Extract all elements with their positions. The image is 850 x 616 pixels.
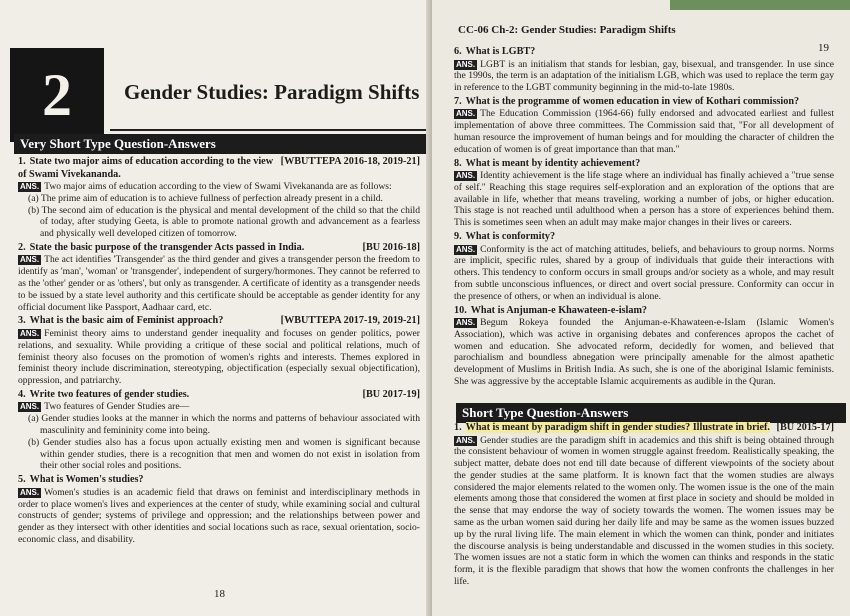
answer bbox=[18, 401, 420, 413]
question-text: What is Women's studies? bbox=[29, 474, 144, 486]
answer-tag: ANS. bbox=[20, 255, 40, 265]
left-page-number: 18 bbox=[214, 588, 225, 600]
answer-text: Two major aims of education according to the view of Swami Vivekananda are as follows: bbox=[44, 181, 392, 192]
cover-edge bbox=[670, 0, 850, 10]
answer-sub-point: (a) The prime aim of education is to achieve fullness of perfection already present in a child. bbox=[28, 192, 383, 204]
question bbox=[18, 242, 420, 255]
question-number: 2. bbox=[18, 241, 26, 253]
question-reference: [WBUTTEPA 2017-19, 2019-21] bbox=[280, 315, 420, 327]
question-text: What is the programme of women education in view of Kothari commission? bbox=[465, 95, 800, 107]
answer-text: Conformity is the act of matching attitudes, beliefs, and behaviours to group norms. Norms are implicit, specific rules, shared by a group of individuals that guide their interactions with others. This tendency to conform occurs in small groups and/or society as a whole, and may result from subtle unconscious influences, or direct and overt social pressure. Conformity can occur in the presence of others, or when an individual is alone. bbox=[454, 243, 834, 302]
answer-text: Gender studies are the paradigm shift in academics and this shift is being obtained through the consistent behaviour of women in women struggle against freedom. Realistically speaking, the subject matter, debate does not end till date because of different viewpoints of the society about the gender studies at the same platform. It is known fact that the women studies are always considered the major elements related to the women only. The women issue is the one of the main elements among those that considered the women at first place in society and should be molded in the sense that may endorse the way of society towards the women. The women issues may be same as the urban women said during her daily life and may be same as the women issues buzzed up by the rural living life. The main element in which the women can think, ponder and initiates the discourse analysis is being understandable and discussed in the women studies in this society. The women issues are not a static form in which the women can thinks and responds in the static form, it is the flexible paradigm that shows that how the women confronts the challenges in her life. bbox=[454, 434, 834, 588]
section-band-short: Short Type Question-Answers bbox=[456, 403, 846, 423]
answer-tag: ANS. bbox=[456, 171, 476, 181]
answer-text: Women's studies is an academic field that draws on feminist and interdisciplinary methods in order to place women's lives and experiences at the center of study, while examining social and cultural constructs of gender; systems of privilege and oppression; and the relationships between power and gender as they intersect with other identities and social locations such as race, sexual orientation, socio-economic class, and disability. bbox=[18, 486, 420, 545]
answer-text: Identity achievement is the life stage where an individual has finally achieved a "true sense of self." Reaching this stage requires self-exploration and an exploration of the options that are available in life, whether that means traveling, working a number of jobs, or higher education. This stage is not reached until adulthood when a person has a store of experiences behind them. This is sometimes seen when an adult may make major changes in their lives or careers. bbox=[454, 170, 834, 229]
answer-sub-point: (b) The second aim of education is the physical and mental development of the child so that the child of today, after studying Geeta, is able to promote national growth and advancement as a fearless and physically well developed citizen of tomorrow. bbox=[28, 204, 420, 240]
question bbox=[454, 158, 834, 171]
question bbox=[18, 156, 420, 181]
question-number: 10. bbox=[454, 304, 467, 316]
left-qa-list bbox=[18, 154, 420, 546]
section-band-very-short: Very Short Type Question-Answers bbox=[14, 134, 431, 154]
question-text: What is LGBT? bbox=[465, 46, 536, 57]
chapter-title: Gender Studies: Paradigm Shifts bbox=[124, 80, 420, 104]
question bbox=[18, 389, 420, 402]
question-text: What is the basic aim of Feminist approach? bbox=[29, 315, 224, 327]
answer bbox=[18, 487, 420, 546]
title-rule bbox=[110, 129, 426, 131]
answer-text: The Education Commission (1964-66) fully endorsed and advocated earliest and fullest implementation of above three committees. The Commission said that, "For all development of human resource the improvement of human beings and for moulding the character of children the education of women is of great importance than that man." bbox=[454, 108, 834, 155]
right-page-number: 19 bbox=[818, 42, 829, 54]
answer bbox=[454, 317, 834, 388]
chapter-number: 2 bbox=[10, 48, 104, 142]
question-reference: [BU 2016-18] bbox=[362, 241, 420, 253]
answer-tag: ANS. bbox=[20, 182, 40, 191]
question-number: 1. bbox=[454, 422, 462, 433]
question-number: 5. bbox=[18, 474, 26, 486]
running-head: CC-06 Ch-2: Gender Studies: Paradigm Shifts bbox=[458, 24, 676, 36]
answer-text: The act identifies 'Transgender' as the third gender and gives a transgender person the freedom to identify as 'man', 'woman' or 'transgender', independent of surgery/hormones. They cannot be referred to as the 'other' gender or as 'others', but only as transgender. A certificate of identity as a transgender needs to be issued by a state level authority and this certificate should be acceptable as gender identity for any official document like Passport, Aadhaar card, etc. bbox=[18, 254, 420, 313]
question-number: 7. bbox=[454, 95, 462, 107]
answer-text: Two features of Gender Studies are— bbox=[44, 401, 190, 413]
question bbox=[454, 422, 834, 435]
question-number: 9. bbox=[454, 231, 462, 243]
answer bbox=[18, 254, 420, 313]
question-reference: [WBUTTEPA 2016-18, 2019-21] bbox=[280, 156, 420, 167]
answer-tag: ANS. bbox=[456, 59, 476, 69]
question bbox=[18, 474, 420, 487]
short-qa bbox=[454, 420, 834, 588]
question bbox=[454, 46, 834, 59]
question-number: 6. bbox=[454, 46, 462, 57]
answer-sub-point: (a) Gender studies looks at the manner in which the norms and patterns of behaviour associated with masculinity and femininity come into being. bbox=[28, 413, 420, 437]
right-qa-list bbox=[454, 44, 834, 388]
answer bbox=[454, 59, 834, 94]
answer-text: Feminist theory aims to understand gender inequality and focuses on gender politics, power relations, and sexuality. While providing a critique of these social and political relations, much of feminist theory also focuses on the promotion of women's rights and interests. Themes explored in feminist theory include discrimination, stereotyping, objectification (especially sexual objectification), oppression, and patriarchy. bbox=[18, 327, 420, 387]
question-number: 1. bbox=[18, 156, 26, 167]
answer-tag: ANS. bbox=[456, 109, 476, 119]
question-text: State the basic purpose of the transgender Acts passed in India. bbox=[29, 241, 305, 253]
question-reference: [BU 2015-17] bbox=[776, 422, 834, 433]
answer bbox=[18, 181, 420, 193]
answer-text: Begum Rokeya founded the Anjuman-e-Khawateen-e-Islam (Islamic Women's Association), which was active in organising debates and conferences apropos the cachet of women and education. She advocated reform, decidedly for women, and believed that parochialism and boundless abnegation were principally amenable for the almost apathetic development of Muslims in British India. As such, she is one of the aboriginal Islamic feminists. She was aggressive by the acceptable Islamic acquirements as audible in the Quran. bbox=[454, 317, 834, 388]
question-reference: [BU 2017-19] bbox=[362, 388, 420, 400]
answer-tag: ANS. bbox=[20, 328, 40, 338]
answer-tag: ANS. bbox=[456, 435, 476, 445]
answer-text: LGBT is an initialism that stands for lesbian, gay, bisexual, and transgender. In use since the 1990s, the term is an adaptation of the initialism LGB, which was used to replace the term gay in reference to the LGBT community beginning in the mid-to-late 1980s. bbox=[454, 58, 834, 94]
question bbox=[454, 305, 834, 318]
question-number: 4. bbox=[18, 388, 26, 400]
answer-tag: ANS. bbox=[456, 244, 476, 254]
question-text: What is conformity? bbox=[465, 231, 556, 243]
question-number: 8. bbox=[454, 157, 462, 169]
answer bbox=[454, 170, 834, 229]
question bbox=[454, 231, 834, 244]
question-text: State two major aims of education according to the view of Swami Vivekananda. bbox=[18, 156, 274, 180]
question bbox=[454, 96, 834, 109]
answer-tag: ANS. bbox=[456, 318, 476, 328]
question-text: What is Anjuman-e Khawateen-e-islam? bbox=[470, 304, 648, 316]
answer bbox=[454, 244, 834, 303]
question-text: What is meant by paradigm shift in gender studies? Illustrate in brief. bbox=[465, 422, 770, 433]
answer-tag: ANS. bbox=[20, 487, 40, 497]
question-text: Write two features of gender studies. bbox=[29, 388, 190, 400]
answer bbox=[454, 108, 834, 155]
answer-tag: ANS. bbox=[20, 402, 40, 412]
question-number: 3. bbox=[18, 315, 26, 327]
question-text: What is meant by identity achievement? bbox=[465, 157, 641, 169]
answer-sub-point: (b) Gender studies also has a focus upon actually existing men and women is significant because within gender studies, there is a recognition that men and women do not exist in isolation from their other social roles and positions. bbox=[28, 436, 420, 472]
answer bbox=[18, 328, 420, 387]
answer bbox=[454, 435, 834, 588]
question bbox=[18, 315, 420, 328]
